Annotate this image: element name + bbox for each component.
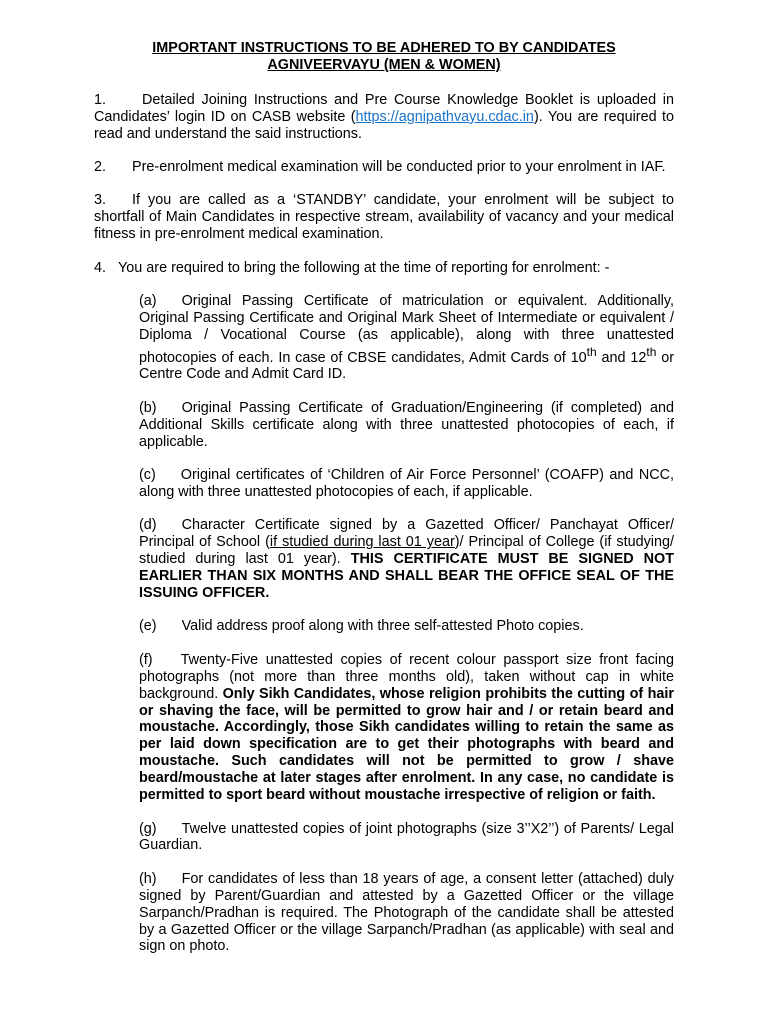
sub-item-label: (c) [139,467,156,484]
item-number: 2. [94,159,107,176]
sub-item-label: (g) [139,820,157,837]
item-number: 4. [94,259,107,276]
sub-item-h: (h) For candidates of less than 18 years of age, a consent letter (attached) duly signed by Parent/Guardian and attested by a Gazetted Officer or the village Sarpanch/Pradhan is required. The Photograph of the candidate shall be attested by a Gazetted Officer or the village Sarpanch/Pradhan (as applicable) with seal and sign on photo. [139,870,674,955]
sub-item-label: (b) [139,399,157,416]
sikh-candidates-note: Only Sikh Candidates, whose religion prohibits the cutting of hair or shaving the face, will be permitted to grow hair and / or retain beard and moustache. Accordingly, those Sikh candidates willing to retain the same as per laid down specification are to get their photographs with beard and moustache. Such candidates will not be permitted to grow / shave beard/moustache at later stages after enrolment. In any case, no candidate is permitted to sport beard without moustache irrespective of religion or faith. [139,685,674,804]
title-line-1: IMPORTANT INSTRUCTIONS TO BE ADHERED TO BY CANDIDATES [152,40,616,56]
sub-item-c: (c) Original certificates of ‘Children of Air Force Personnel’ (COAFP) and NCC, along with three unattested photocopies of each, if applicable. [139,467,674,501]
instruction-2: 2. Pre-enrolment medical examination will be conducted prior to your enrolment in IAF. [94,159,666,176]
sub-item-d: (d) Character Certificate signed by a Gazetted Officer/ Panchayat Officer/ Principal of School (if studied during last 01 year)/ Principal of College (if studying/ studied during last 01 year). THIS CERTIFICATE MUST BE SIGNED NOT EARLIER THAN SIX MONTHS AND SHALL BEAR THE OFFICE SEAL OF THE ISSUING OFFICER. [139,517,674,602]
instruction-3: 3. If you are called as a ‘STANDBY’ candidate, your enrolment will be subject to shortfall of Main Candidates in respective stream, availability of vacancy and your medical fitness in pre-enrolment medical examination. [94,192,674,243]
seal-requirement: THIS CERTIFICATE MUST BE SIGNED NOT EARLIER THAN SIX MONTHS AND SHALL BEAR THE OFFICE SEAL OF THE ISSUING OFFICER. [139,551,674,602]
sub-item-label: (f) [139,651,153,668]
page-title [94,40,674,74]
casb-website-link[interactable]: https://agnipathvayu.cdac.in [355,108,534,125]
sub-item-b: (b) Original Passing Certificate of Graduation/Engineering (if completed) and Additional Skills certificate along with three unattested photocopies of each, if applicable. [139,399,674,450]
sub-item-label: (h) [139,870,157,887]
instruction-4: 4. You are required to bring the following at the time of reporting for enrolment: - [94,259,610,276]
item-number: 3. [94,192,107,209]
title-line-2: AGNIVEERVAYU (MEN & WOMEN) [267,56,501,73]
sub-item-g: (g) Twelve unattested copies of joint photographs (size 3’’X2’’) of Parents/ Legal Guardian. [139,820,674,854]
sub-item-e: (e) Valid address proof along with three self-attested Photo copies. [139,618,584,635]
sub-item-f: (f) Twenty-Five unattested copies of recent colour passport size front facing photographs (not more than three months old), taken without cap in white background. Only Sikh Candidates, whose religion prohibits the cutting of hair or shaving the face, will be permitted to grow hair and / or retain beard and moustache. Accordingly, those Sikh candidates willing to retain the same as per laid down specification are to get their photographs with beard and moustache. Such candidates will not be permitted to grow / shave beard/moustache at later stages after enrolment. In any case, no candidate is permitted to sport beard without moustache irrespective of religion or faith. [139,651,674,804]
sub-item-label: (e) [139,618,157,635]
sub-item-label: (d) [139,517,157,534]
sub-item-label: (a) [139,293,157,310]
document-page [94,40,674,972]
item-number: 1. [94,91,107,108]
sub-item-a: (a) Original Passing Certificate of matriculation or equivalent. Additionally, Original Passing Certificate and Original Mark Sheet of Intermediate or equivalent / Diploma / Vocational Course (as applicable), along with three unattested photocopies of each. In case of CBSE candidates, Admit Cards of 10th and 12th or Centre Code and Admit Card ID. [139,293,675,383]
instruction-1: 1. Detailed Joining Instructions and Pre Course Knowledge Booklet is uploaded in Candidates’ login ID on CASB website (https://agnipathvayu.cdac.in). You are required to read and understand the said instructions. [94,91,675,142]
